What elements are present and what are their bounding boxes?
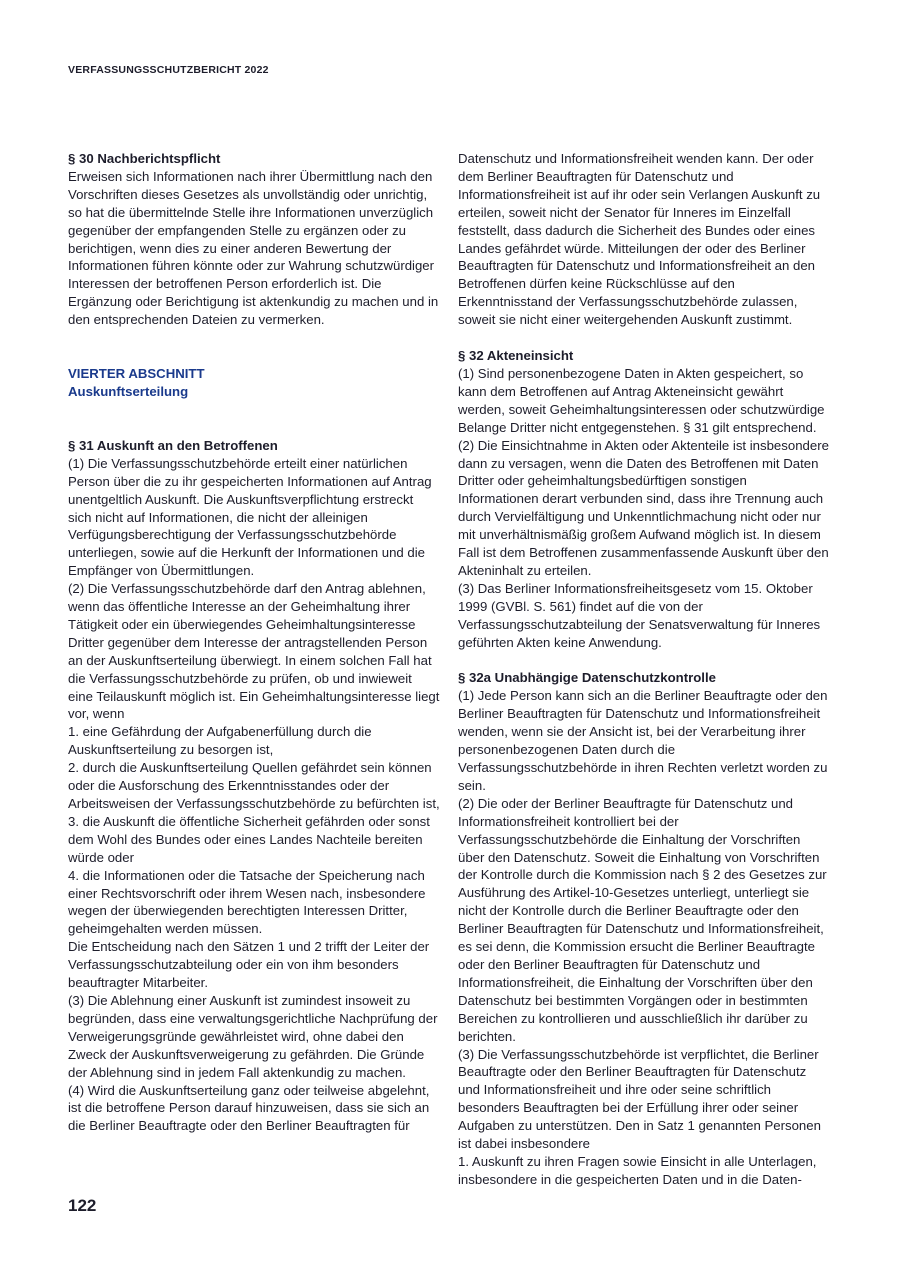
section-31-paragraph-4: (4) Wird die Auskunftserteilung ganz oder teilweise abgelehnt, ist die betroffene Person darauf hinzuweisen, dass sie sich an die Berliner Beauftragte oder den Berliner Beauftragten für: [68, 1082, 430, 1134]
section-32-paragraph-1: (1) Sind personenbezogene Daten in Akten gespeichert, so kann dem Betroffenen auf Antrag Akteneinsicht gewährt werden, soweit Geheimhaltungsinteressen oder schutzwürdige Belange Dritter nicht entgegenstehen. § 31 gilt entsprechend.: [458, 365, 825, 435]
chapter-subtitle: Auskunftserteilung: [68, 383, 189, 399]
section-31-item-1: 1. eine Gefährdung der Aufgabenerfüllung durch die Auskunftserteilung zu besorgen ist,: [68, 724, 372, 758]
section-30-body: Erweisen sich Informationen nach ihrer Übermittlung nach den Vorschriften dieses Gesetzes als unvollständig oder unrichtig, so hat die übermittelnde Stelle ihre Informationen unverzüglich gegenüber der empfangenden Stelle zu ergänzen oder zu berichtigen, wenn dies zu einer anderen Bewertung der Informationen führen könnte oder zur Wahrung schutzwürdiger Interessen der betroffenen Person erforderlich ist. Die Ergänzung oder Berichtigung ist aktenkundig zu machen und in den entsprechenden Dateien zu vermerken.: [68, 168, 439, 328]
section-32-paragraph-3: (3) Das Berliner Informationsfreiheitsgesetz vom 15. Oktober 1999 (GVBl. S. 561) findet auf die von der Verfassungsschutzabteilung der Senatsverwaltung für Inneres geführten Akten keine Anwendung.: [458, 580, 821, 650]
section-30-title: § 30 Nachberichtspflicht: [68, 151, 221, 166]
section-32a-paragraph-1: (1) Jede Person kann sich an die Berliner Beauftragte oder den Berliner Beauftragten für Datenschutz und Informationsfreiheit wenden, wenn sie der Ansicht ist, bei der Verarbeitung ihrer personenbezogenen Daten durch die Verfassungsschutzbehörde in ihren Rechten verletzt worden zu sein.: [458, 688, 828, 793]
running-header: VERFASSUNGSSCHUTZBERICHT 2022: [68, 64, 269, 76]
section-31-paragraph-4-continued: Datenschutz und Informationsfreiheit wenden kann. Der oder dem Berliner Beauftragten für Datenschutz und Informationsfreiheit ist auf ihr oder sein Verlangen Auskunft zu erteilen, soweit nicht der Senator für Inneres im Einzelfall feststellt, dass dadurch die Sicherheit des Bundes oder eines Landes gefährdet würde. Mitteilungen der oder des Berliner Beauftragten für Datenschutz und Informationsfreiheit an den Betroffenen dürfen keine Rückschlüsse auf den Erkenntnisstand der Verfassungsschutzbehörde zulassen, soweit sie nicht einer weitergehenden Auskunft zustimmt.: [458, 151, 821, 328]
left-column: [68, 150, 440, 1135]
section-31-decision: Die Entscheidung nach den Sätzen 1 und 2 trifft der Leiter der Verfassungsschutzabteilung oder ein von ihm besonders beauftragter Mitarbeiter.: [68, 939, 430, 991]
section-32a-paragraph-3: (3) Die Verfassungsschutzbehörde ist verpflichtet, die Berliner Beauftragte oder den Berliner Beauftragten für Datenschutz und Informationsfreiheit und ihre oder seine schriftlich besonders Beauftragten bei der Erfüllung ihrer oder seiner Aufgaben zu unterstützen. Den in Satz 1 genannten Personen ist dabei insbesondere: [458, 1046, 821, 1152]
section-32-title: § 32 Akteneinsicht: [458, 348, 574, 364]
section-32a-title: § 32a Unabhängige Datenschutzkontrolle: [458, 670, 716, 686]
section-31-item-2: 2. durch die Auskunftserteilung Quellen gefährdet sein können oder die Ausforschung des Erkenntnisstandes oder der Arbeitsweisen der Verfassungsschutzbehörde zu befürchten ist,: [68, 760, 440, 811]
section-32a-item-1: 1. Auskunft zu ihren Fragen sowie Einsicht in alle Unterlagen, insbesondere in die gespeicherten Daten und in die Daten-: [458, 1153, 817, 1187]
right-column: [458, 150, 830, 1189]
section-31-item-4: 4. die Informationen oder die Tatsache der Speicherung nach einer Rechtsvorschrift oder ihrem Wesen nach, insbesondere wegen der überwiegenden berechtigten Interessen Dritter, geheimgehalten werden müssen.: [68, 867, 426, 937]
section-31-item-3: 3. die Auskunft die öffentliche Sicherheit gefährden oder sonst dem Wohl des Bundes oder eines Landes Nachteile bereiten würde oder: [68, 813, 430, 865]
section-31-paragraph-1: (1) Die Verfassungsschutzbehörde erteilt einer natürlichen Person über die zu ihr gespeicherten Informationen auf Antrag unentgeltlich Auskunft. Die Auskunftsverpflichtung erstreckt sich nicht auf Informationen, die nicht der alleinigen Verfügungsberechtigung der Verfassungsschutzbehörde unterliegen, sowie auf die Herkunft der Informationen und die Empfänger von Übermittlungen.: [68, 455, 432, 579]
chapter-title: VIERTER ABSCHNITT: [68, 366, 205, 382]
section-32-paragraph-2: (2) Die Einsichtnahme in Akten oder Aktenteile ist insbesondere dann zu versagen, wenn die Daten des Betroffenen mit Daten Dritter oder geheimhaltungsbedürftigen sonstigen Informationen derart verbunden sind, dass ihre Trennung auch durch Vervielfältigung und Unkenntlichmachung nicht oder nur mit unverhältnismäßig großem Aufwand möglich ist. In diesem Fall ist dem Betroffenen zusammenfassende Auskunft über den Akteninhalt zu erteilen.: [458, 437, 829, 578]
section-32a-paragraph-2: (2) Die oder der Berliner Beauftragte für Datenschutz und Informationsfreiheit kontrolliert bei der Verfassungsschutzbehörde die Einhaltung der Vorschriften über den Datenschutz. Soweit die Einhaltung von Vorschriften der Kontrolle durch die Kommission nach § 2 des Gesetzes zur Ausführung des Artikel-10-Gesetzes unterliegt, unterliegt sie nicht der Kontrolle durch die Berliner Beauftragte oder den Berliner Beauftragten für Datenschutz und Informationsfreiheit, es sei denn, die Kommission ersucht die Berliner Beauftragte oder den Berliner Beauftragten für Datenschutz und Informationsfreiheit, die Einhaltung der Vorschriften über den Datenschutz bei bestimmten Vorgängen oder in bestimmten Bereichen zu kontrollieren und ausschließlich ihr darüber zu berichten.: [458, 795, 827, 1044]
section-31-paragraph-3: (3) Die Ablehnung einer Auskunft ist zumindest insoweit zu begründen, dass eine verwaltungsgerichtliche Nachprüfung der Verweigerungsgründe gewährleistet wird, ohne dabei den Zweck der Auskunftsverweigerung zu gefährden. Die Gründe der Ablehnung sind in jedem Fall aktenkundig zu machen.: [68, 992, 438, 1080]
section-31-paragraph-2: (2) Die Verfassungsschutzbehörde darf den Antrag ablehnen, wenn das öffentliche Interesse an der Geheimhaltung ihrer Tätigkeit oder ein überwiegendes Geheimhaltungsinteresse Dritter gegenüber dem Interesse der antragstellenden Person an der Auskunftserteilung überwiegt. In einem solchen Fall hat die Verfassungsschutzbehörde zu prüfen, ob und inwieweit eine Teilauskunft möglich ist. Ein Geheimhaltungsinteresse liegt vor, wenn: [68, 581, 440, 722]
page-number: 122: [68, 1196, 97, 1215]
section-31-title: § 31 Auskunft an den Betroffenen: [68, 437, 278, 453]
